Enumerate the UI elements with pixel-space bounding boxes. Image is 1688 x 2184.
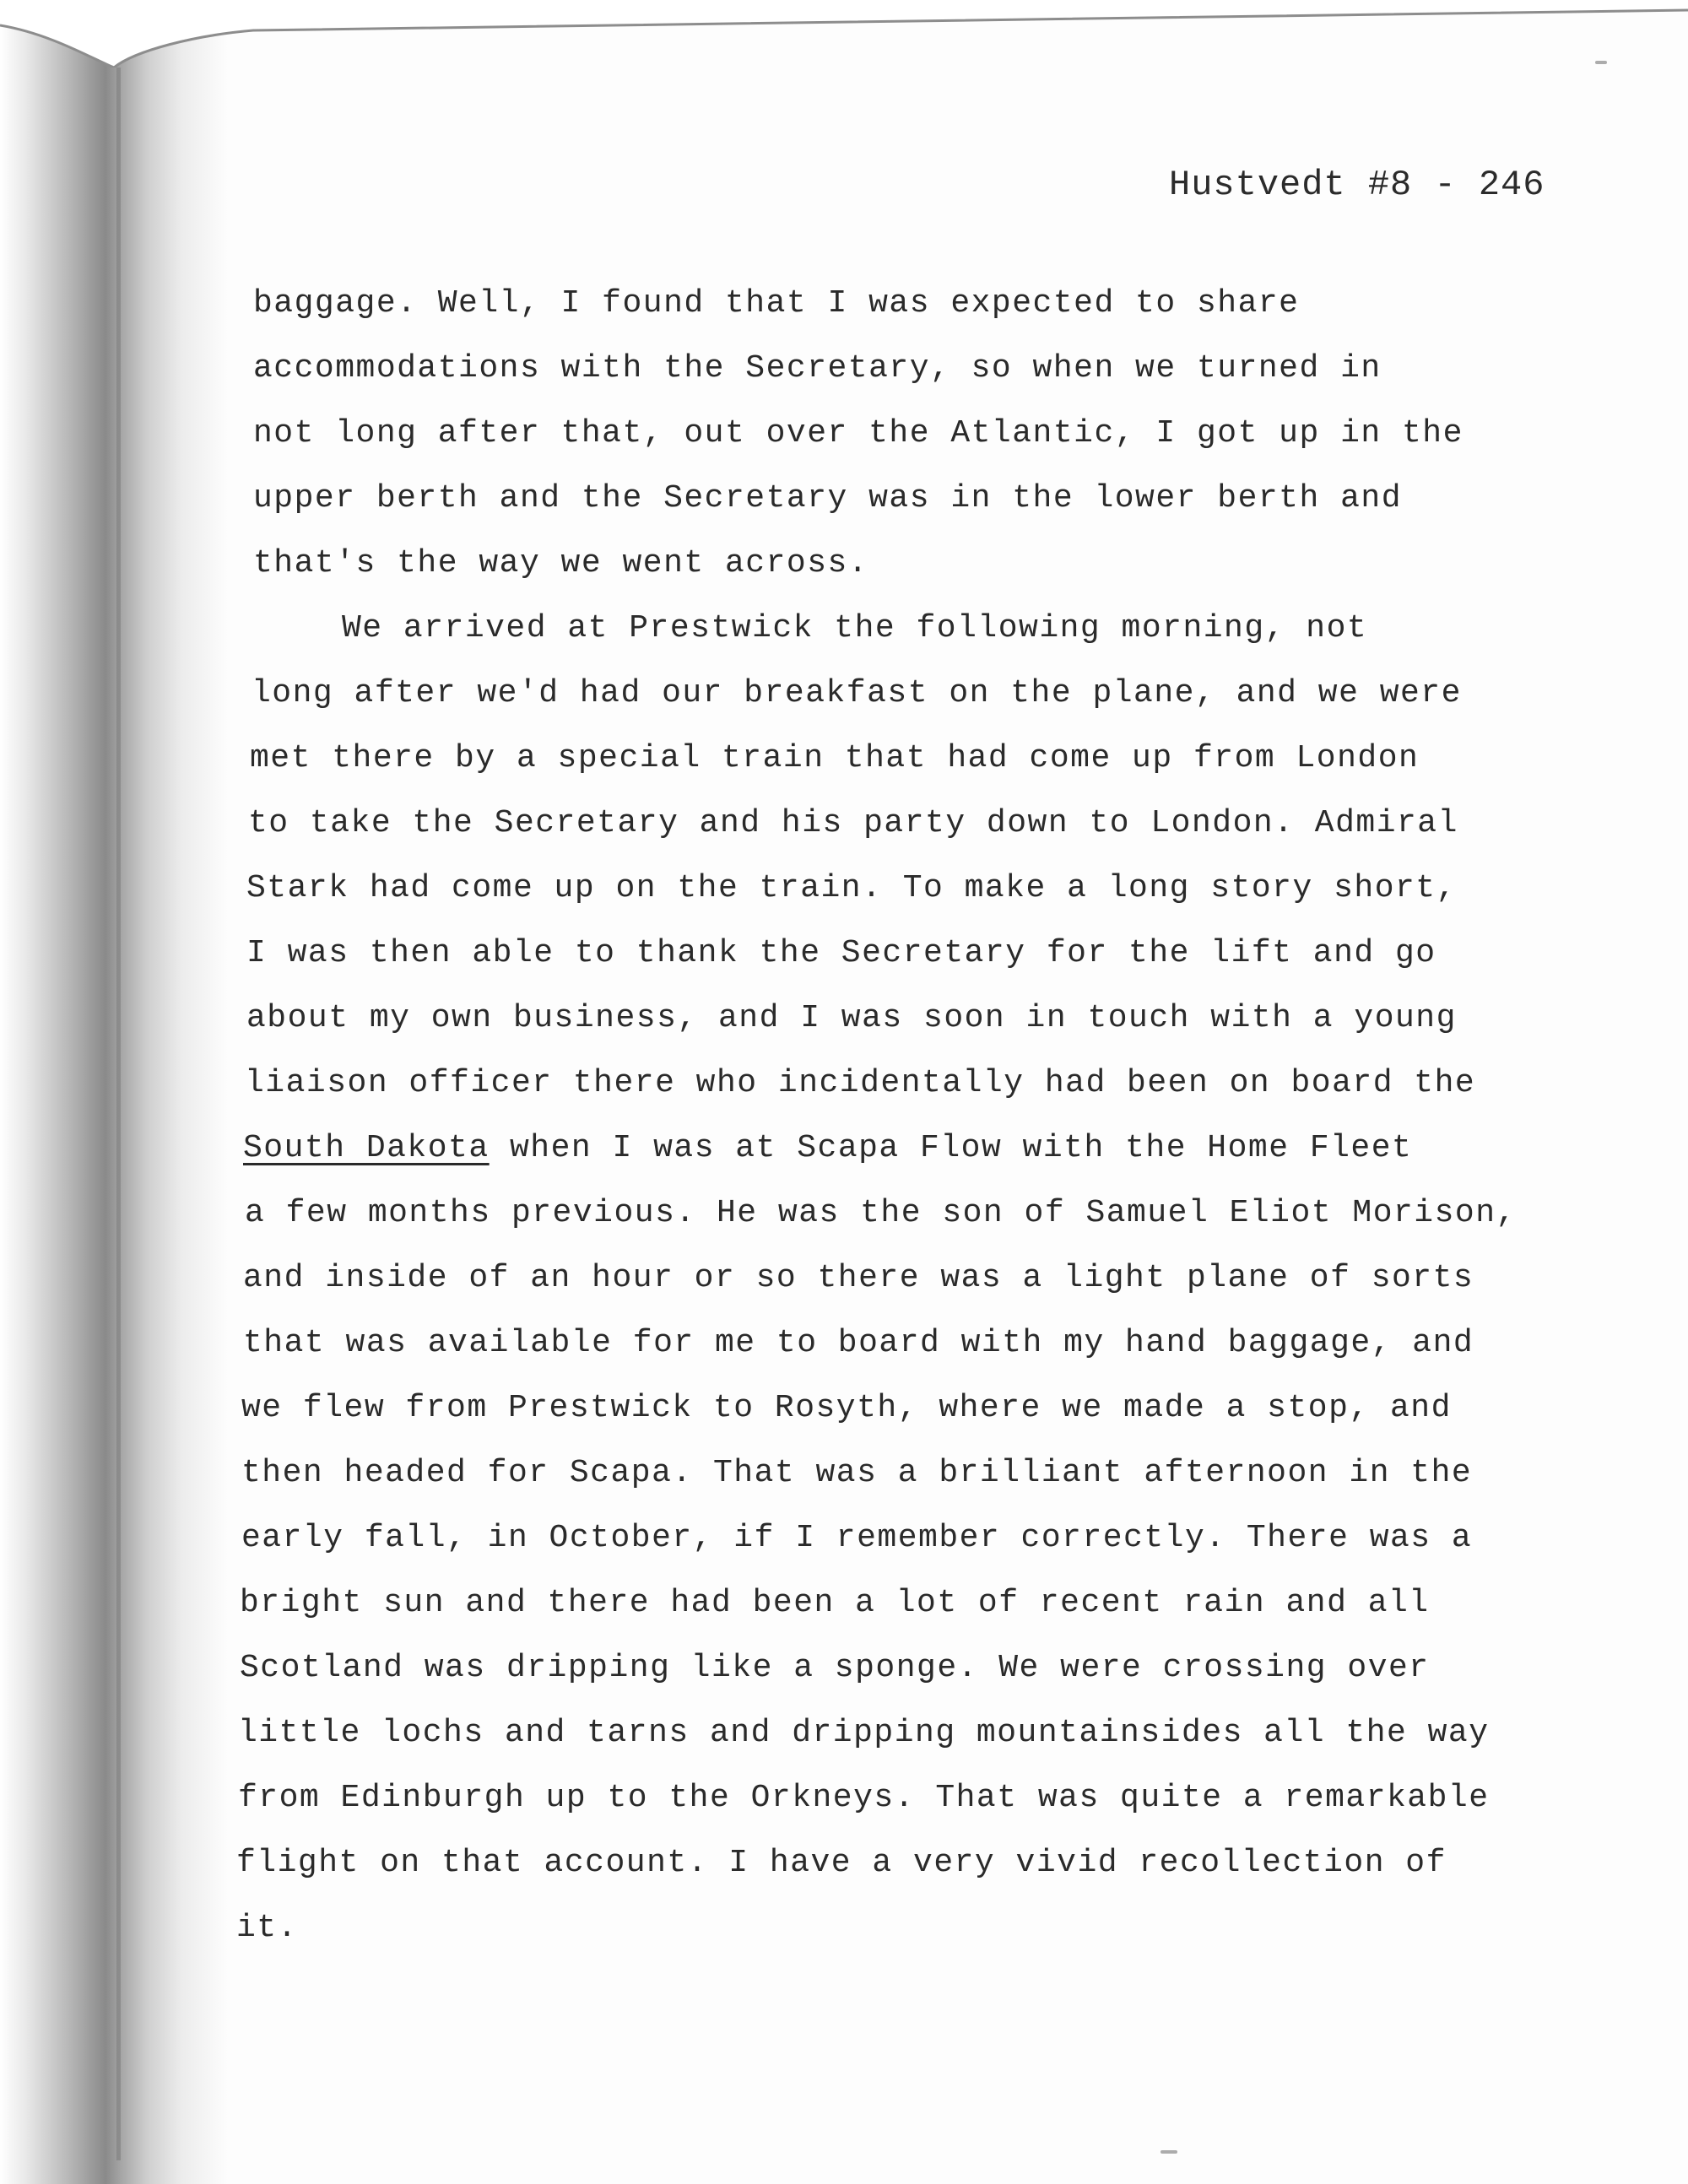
paragraph-start-line: We arrived at Prestwick the following morning, not — [342, 610, 1368, 646]
text-line: Stark had come up on the train. To make a long story short, — [246, 870, 1457, 906]
text-line: little lochs and tarns and dripping mountainsides all the way — [238, 1715, 1490, 1751]
text-line: baggage. Well, I found that I was expected to share — [253, 285, 1300, 322]
text-line: not long after that, out over the Atlantic, I got up in the — [253, 415, 1463, 451]
page-curl-edge — [0, 0, 1688, 68]
text-line: then headed for Scapa. That was a brilliant afternoon in the — [241, 1455, 1473, 1491]
text-line: we flew from Prestwick to Rosyth, where we made a stop, and — [241, 1390, 1452, 1426]
binding-shadow — [0, 0, 228, 2184]
text-line: early fall, in October, if I remember correctly. There was a — [241, 1520, 1473, 1556]
text-line: flight on that account. I have a very vivid recollection of — [236, 1845, 1447, 1881]
ship-name-underlined: South Dakota — [243, 1130, 490, 1166]
text-line: accommodations with the Secretary, so when we turned in — [253, 350, 1382, 387]
text-line: to take the Secretary and his party down to London. Admiral — [248, 805, 1458, 841]
binding-fold-line — [116, 68, 121, 2160]
text-line: it. — [236, 1910, 298, 1946]
text-line: long after we'd had our breakfast on the plane, and we were — [252, 675, 1462, 711]
text-line: upper berth and the Secretary was in the lower berth and — [253, 480, 1403, 516]
text-line: and inside of an hour or so there was a light plane of sorts — [243, 1260, 1474, 1296]
scan-speck — [1595, 61, 1607, 64]
text-line: that's the way we went across. — [253, 545, 869, 581]
text-line: met there by a special train that had come up from London — [250, 740, 1420, 776]
text-line: Scotland was dripping like a sponge. We were crossing over — [240, 1650, 1430, 1686]
text-line-continuation: when I was at Scapa Flow with the Home Fleet — [509, 1130, 1413, 1166]
page-number-header: Hustvedt #8 - 246 — [1169, 165, 1545, 205]
text-line-with-ship-name — [243, 1130, 1412, 1166]
text-line: a few months previous. He was the son of Samuel Eliot Morison, — [245, 1195, 1517, 1231]
text-line: that was available for me to board with my hand baggage, and — [243, 1325, 1474, 1361]
text-line: I was then able to thank the Secretary for the lift and go — [246, 935, 1436, 971]
text-line: from Edinburgh up to the Orkneys. That was quite a remarkable — [238, 1780, 1490, 1816]
text-line: about my own business, and I was soon in touch with a young — [246, 1000, 1457, 1036]
text-line: bright sun and there had been a lot of recent rain and all — [240, 1585, 1430, 1621]
text-line: liaison officer there who incidentally had been on board the — [245, 1065, 1476, 1101]
scan-speck — [1160, 2150, 1177, 2154]
